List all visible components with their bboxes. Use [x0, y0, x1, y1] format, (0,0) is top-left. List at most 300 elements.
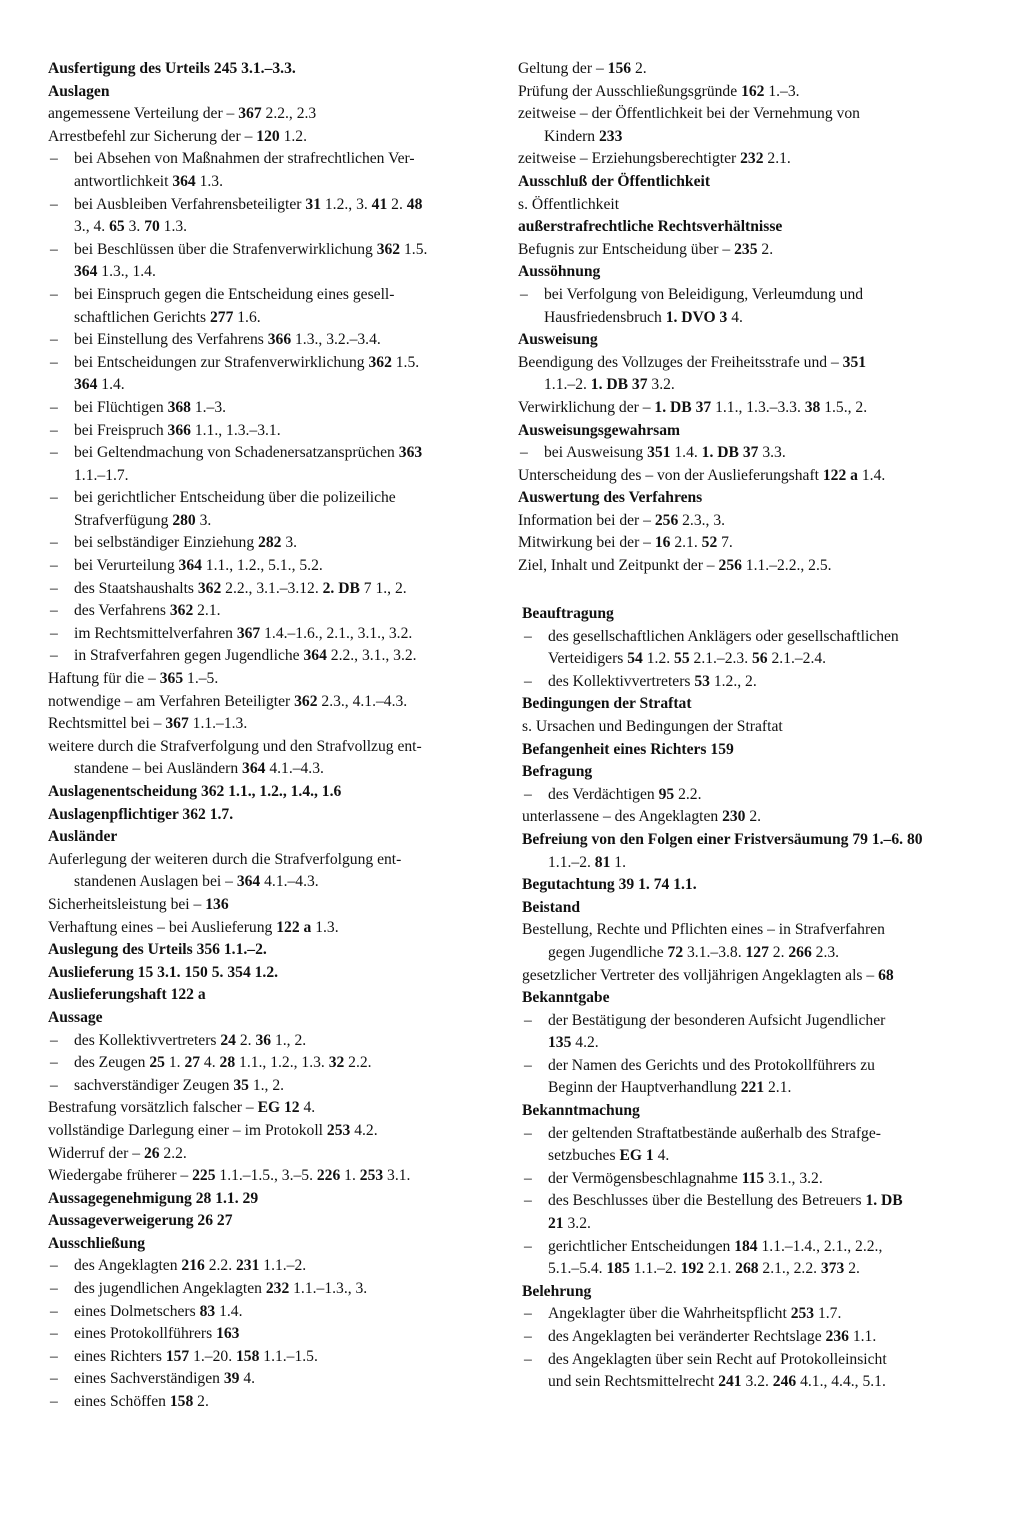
index-entry: [48, 148, 496, 171]
index-entry: [48, 216, 496, 239]
paragraph-ref: 364: [236, 873, 261, 891]
entry-text: 1.: [634, 876, 654, 894]
entry-text: 2.3., 4.1.–4.3.: [317, 692, 408, 710]
entry-text: unterlassene – des Angeklagten: [522, 808, 723, 826]
paragraph-ref: 68: [878, 966, 894, 984]
entry-text: 1.1.–2.: [259, 1257, 307, 1275]
entry-text: Ausweisung: [518, 331, 598, 349]
entry-text: Arrestbefehl zur Sicherung der –: [48, 127, 257, 145]
index-entry: [48, 623, 496, 646]
entry-text: 2.2., 2.3: [261, 105, 317, 123]
entry-text: bei Einstellung des Verfahrens: [74, 331, 268, 349]
paragraph-ref: 364: [172, 172, 196, 190]
index-entry: [48, 194, 496, 217]
entry-text: Auswertung des Verfahrens: [518, 489, 703, 507]
entry-text: des Kollektivvertreters: [548, 672, 695, 690]
paragraph-ref: 83: [199, 1302, 216, 1320]
entry-text: 2.: [768, 943, 789, 961]
paragraph-ref: 26: [143, 1144, 160, 1162]
entry-text: gegen Jugendliche: [548, 943, 668, 961]
index-heading: [48, 826, 496, 849]
index-heading: [48, 962, 496, 985]
entry-text: eines Schöffen: [74, 1393, 170, 1411]
index-entry: [48, 465, 496, 488]
entry-text: des Angeklagten bei veränderter Rechtslage: [548, 1328, 826, 1345]
entry-text: Auslagen: [48, 82, 110, 100]
index-entry: [522, 1326, 970, 1349]
entry-text: Ausweisungsgewahrsam: [518, 421, 681, 439]
entry-text: des jugendlichen Angeklagten: [74, 1280, 266, 1298]
entry-text: Rechtsmittel bei –: [48, 715, 166, 733]
entry-text: 1.1.–2.2., 2.5.: [741, 557, 832, 575]
paragraph-ref: 363: [398, 444, 423, 462]
index-entry: [518, 465, 970, 488]
paragraph-ref: 158: [235, 1347, 260, 1365]
paragraph-ref: 1. DB 37: [590, 376, 648, 394]
index-heading: [522, 897, 970, 920]
left-column: [48, 58, 496, 1414]
paragraph-ref: 256: [654, 511, 679, 529]
index-heading: [518, 420, 970, 443]
entry-text: 1.1.: [669, 876, 697, 894]
paragraph-ref: 29: [242, 1189, 259, 1207]
index-entry: [518, 352, 970, 375]
entry-text: 3.1.–3.8.: [683, 943, 746, 961]
index-entry: [48, 284, 496, 307]
paragraph-ref: 56: [752, 650, 768, 668]
index-entry: [48, 668, 496, 691]
index-entry: [522, 1349, 970, 1372]
entry-text: bei Absehen von Maßnahmen der strafrechtlichen Ver-: [74, 150, 415, 168]
entry-text: 1.1., 1.2., 1.3.: [235, 1054, 329, 1072]
entry-text: Befangenheit eines Richters 159: [522, 740, 734, 758]
index-entry: [522, 626, 970, 649]
index-entry: [522, 1213, 970, 1236]
entry-text: Auslagenpflichtiger 362: [48, 805, 206, 823]
entry-text: 1.2.: [642, 650, 675, 668]
index-heading: [522, 1281, 970, 1304]
paragraph-ref: 232: [265, 1280, 290, 1298]
paragraph-ref: 120: [256, 127, 280, 145]
paragraph-ref: 135: [548, 1034, 572, 1052]
entry-text: Strafverfügung: [74, 511, 173, 529]
index-entry: [518, 397, 970, 420]
entry-text: Auslieferungshaft 122 a: [48, 986, 206, 1004]
entry-text: Auferlegung der weiteren durch die Strafverfolgung ent-: [48, 850, 402, 868]
paragraph-ref: 364: [178, 557, 202, 575]
entry-text: 1.2., 2.: [709, 672, 757, 690]
entry-text: 3.1.–3.3.: [237, 60, 296, 77]
entry-text: bei Ausweisung: [544, 444, 648, 462]
entry-text: 2.1.: [703, 1260, 736, 1278]
entry-text: Ausfertigung des Urteils: [48, 60, 214, 77]
index-heading: [522, 739, 970, 762]
entry-text: 5.1.–5.4.: [548, 1260, 607, 1278]
entry-text: bei Flüchtigen: [74, 398, 168, 416]
entry-text: Bedingungen der Straftat: [522, 695, 692, 713]
index-entry: [48, 532, 496, 555]
entry-text: 1.3.: [311, 918, 339, 936]
entry-text: Begutachtung 39: [522, 876, 635, 894]
paragraph-ref: 156: [607, 60, 632, 77]
index-heading: [522, 761, 970, 784]
entry-text: 4.2.: [350, 1121, 378, 1139]
entry-text: 3.2.: [647, 376, 675, 394]
index-entry: [522, 1303, 970, 1326]
index-entry: [522, 716, 970, 739]
entry-text: 3.3.: [758, 444, 786, 462]
entry-text: bei Entscheidungen zur Strafenverwirklichung: [74, 353, 369, 371]
entry-text: 3.1., 3.2.: [764, 1169, 823, 1187]
entry-text: 2.: [387, 195, 407, 213]
entry-text: zeitweise – der Öffentlichkeit bei der Vernehmung von: [518, 105, 860, 123]
index-entry: [522, 965, 970, 988]
index-entry: [48, 307, 496, 330]
paragraph-ref: 225: [192, 1167, 216, 1185]
paragraph-ref: 253: [326, 1121, 351, 1139]
index-entry: [518, 442, 970, 465]
index-entry: [518, 103, 970, 126]
index-entry: [48, 578, 496, 601]
entry-text: 1.1.–2.: [544, 376, 591, 394]
index-entry: [48, 1165, 496, 1188]
entry-text: 1.1., 1.3.–3.1.: [190, 421, 281, 439]
index-entry: [522, 1032, 970, 1055]
entry-text: 2.1.: [193, 602, 221, 620]
entry-text: 2.1.: [670, 534, 702, 552]
index-heading: [48, 1188, 496, 1211]
entry-text: 3.1.: [383, 1167, 411, 1185]
entry-text: 1.1.–2.: [219, 941, 267, 959]
entry-text: 1.1.–2.: [629, 1260, 681, 1278]
index-entry: [518, 194, 970, 217]
entry-text: 1.3., 3.2.–3.4.: [291, 331, 381, 349]
entry-text: 4.1., 4.4., 5.1.: [796, 1373, 886, 1391]
entry-text: der geltenden Straftatbestände außerhalb des Strafge-: [548, 1124, 881, 1142]
index-heading: [48, 58, 496, 81]
paragraph-ref: 2. DB: [322, 579, 360, 597]
entry-text: 3., 4.: [74, 218, 110, 236]
paragraph-ref: 1. DVO 3: [665, 308, 728, 326]
paragraph-ref: 231: [235, 1257, 260, 1275]
paragraph-ref: 233: [599, 127, 623, 145]
paragraph-ref: 38: [804, 398, 821, 416]
entry-text: 1.5.: [391, 353, 420, 371]
entry-text: sachverständiger Zeugen: [74, 1076, 234, 1094]
entry-text: bei Einspruch gegen die Entscheidung eines gesell-: [74, 285, 395, 303]
index-entry: [48, 691, 496, 714]
paragraph-ref: 41: [371, 195, 388, 213]
entry-text: 4.1.–4.3.: [265, 760, 324, 778]
entry-text: Belehrung: [522, 1282, 592, 1300]
index-entry: [522, 1236, 970, 1259]
index-entry: [522, 1168, 970, 1191]
entry-text: 1.7.: [814, 1305, 842, 1323]
entry-text: 2.2.: [674, 785, 702, 803]
entry-text: Hausfriedensbruch: [544, 308, 666, 326]
index-entry: [518, 58, 970, 81]
entry-text: Bestrafung vorsätzlich falscher –: [48, 1099, 258, 1117]
paragraph-ref: 216: [181, 1257, 205, 1275]
entry-text: 2.1.: [763, 150, 791, 168]
entry-text: Verwirklichung der –: [518, 398, 655, 416]
paragraph-ref: EG 12: [257, 1099, 300, 1117]
index-entry: [518, 374, 970, 397]
index-entry: [522, 1123, 970, 1146]
paragraph-ref: 185: [606, 1260, 630, 1278]
index-entry: [48, 1346, 496, 1369]
paragraph-ref: 367: [236, 624, 261, 642]
entry-text: Sicherheitsleistung bei –: [48, 895, 206, 913]
paragraph-ref: 351: [647, 444, 671, 462]
entry-text: 1.: [340, 1167, 360, 1185]
index-entry: [522, 1371, 970, 1394]
entry-text: 2.: [235, 1031, 256, 1049]
entry-text: 1.: [164, 1054, 185, 1072]
entry-text: der Bestätigung der besonderen Aufsicht Jugendlicher: [548, 1011, 886, 1029]
paragraph-ref: 72: [667, 943, 684, 961]
entry-text: Auslagenentscheidung 362: [48, 783, 225, 800]
index-heading: [518, 216, 970, 239]
entry-text: des Zeugen: [74, 1054, 150, 1072]
index-entry: [522, 806, 970, 829]
paragraph-ref: 157: [165, 1347, 190, 1365]
entry-text: eines Dolmetschers: [74, 1302, 200, 1320]
paragraph-ref: 81: [594, 853, 611, 871]
entry-text: 3.: [281, 534, 298, 552]
entry-text: 1.4.–1.6., 2.1., 3.1., 3.2.: [260, 624, 413, 642]
entry-text: 1.7.: [205, 805, 234, 823]
paragraph-ref: 74: [653, 876, 670, 894]
index-entry: [48, 510, 496, 533]
index-entry: [518, 148, 970, 171]
paragraph-ref: 277: [209, 308, 234, 326]
entry-text: Aussageverweigerung 26 27: [48, 1212, 233, 1230]
entry-text: der Vermögensbeschlagnahme: [548, 1169, 742, 1187]
entry-text: 1.4.: [215, 1302, 243, 1320]
paragraph-ref: 365: [159, 670, 184, 688]
entry-text: 7.: [717, 534, 733, 552]
paragraph-ref: 256: [718, 557, 742, 575]
entry-text: gesetzlicher Vertreter des volljährigen Angeklagten als –: [522, 966, 879, 984]
index-entry: [48, 352, 496, 375]
index-entry: [48, 374, 496, 397]
entry-text: bei Verurteilung: [74, 557, 179, 575]
entry-text: Auslieferung 15: [48, 963, 154, 981]
index-entry: [48, 239, 496, 262]
index-entry: [48, 103, 496, 126]
paragraph-ref: 54: [627, 650, 643, 668]
paragraph-ref: 24: [220, 1031, 236, 1049]
paragraph-ref: 32: [328, 1054, 345, 1072]
index-entry: [518, 239, 970, 262]
entry-text: Ziel, Inhalt und Zeitpunkt der –: [518, 557, 719, 575]
index-entry: [48, 397, 496, 420]
index-entry: [48, 1368, 496, 1391]
entry-text: Kindern: [544, 127, 599, 145]
paragraph-ref: 266: [788, 943, 812, 961]
entry-text: 1.4.: [857, 466, 886, 484]
entry-text: eines Sachverständigen: [74, 1370, 224, 1388]
right-column-top: [518, 58, 970, 578]
index-entry: [48, 871, 496, 894]
paragraph-ref: 115: [741, 1169, 765, 1187]
entry-text: 1., 2.: [271, 1031, 307, 1049]
index-entry: [522, 671, 970, 694]
entry-text: 5.: [207, 963, 228, 981]
entry-text: Beginn der Hauptverhandlung: [548, 1079, 741, 1097]
entry-text: bei gerichtlicher Entscheidung über die polizeiliche: [74, 489, 396, 507]
entry-text: Verhaftung eines – bei Auslieferung: [48, 918, 277, 936]
entry-text: 1.1.–2.: [548, 853, 595, 871]
paragraph-ref: 364: [74, 376, 98, 394]
index-entry: [518, 81, 970, 104]
paragraph-ref: 39: [223, 1370, 240, 1388]
paragraph-ref: 52: [701, 534, 718, 552]
paragraph-ref: 362: [368, 353, 392, 371]
entry-text: 2.: [757, 240, 774, 258]
index-entry: [522, 919, 970, 942]
index-entry: [48, 1301, 496, 1324]
entry-text: Befreiung von den Folgen einer Fristversäumung 79: [522, 830, 868, 848]
paragraph-ref: 36: [255, 1031, 272, 1049]
paragraph-ref: 362: [376, 240, 401, 258]
index-heading: [48, 781, 496, 804]
entry-text: Mitwirkung bei der –: [518, 534, 655, 552]
entry-text: Information bei der –: [518, 511, 655, 529]
index-entry: [48, 600, 496, 623]
entry-text: 2.2.: [344, 1054, 372, 1072]
index-entry: [48, 1323, 496, 1346]
paragraph-ref: 373: [820, 1260, 845, 1278]
entry-text: 1.2.: [250, 963, 279, 981]
entry-text: des Staatshaushalts: [74, 579, 198, 597]
index-entry: [48, 1075, 496, 1098]
entry-text: 1.1.–1.7.: [74, 466, 129, 484]
index-entry: [522, 1055, 970, 1078]
paragraph-ref: 364: [74, 263, 98, 281]
paragraph-ref: 21: [548, 1215, 564, 1233]
entry-text: 2.: [745, 808, 762, 826]
entry-text: 3.2.: [741, 1373, 773, 1391]
entry-text: bei Geltendmachung von Schadenersatzansprüchen: [74, 444, 399, 462]
paragraph-ref: 268: [735, 1260, 759, 1278]
paragraph-ref: 122 a: [276, 918, 312, 936]
entry-text: schaftlichen Gerichts: [74, 308, 210, 326]
index-entry: [48, 1097, 496, 1120]
entry-text: bei Verfolgung von Beleidigung, Verleumdung und: [544, 285, 864, 303]
index-entry: [522, 1190, 970, 1213]
index-entry: [48, 1255, 496, 1278]
entry-text: 1.5.: [400, 240, 428, 258]
entry-text: 1.1.: [211, 1189, 243, 1207]
entry-text: s. Ursachen und Bedingungen der Straftat: [522, 717, 783, 735]
entry-text: 7 1., 2.: [359, 579, 407, 597]
index-entry: [522, 1258, 970, 1281]
entry-text: 1.5., 2.: [820, 398, 868, 416]
entry-text: Unterscheidung des – von der Auslieferungshaft: [518, 466, 823, 484]
paragraph-ref: 35: [233, 1076, 249, 1094]
entry-text: 1.–5.: [183, 670, 219, 688]
paragraph-ref: 221: [740, 1079, 765, 1097]
paragraph-ref: 53: [694, 672, 710, 690]
index-entry: [522, 1145, 970, 1168]
paragraph-ref: 362: [294, 692, 318, 710]
entry-text: im Rechtsmittelverfahren: [74, 624, 237, 642]
index-heading: [518, 171, 970, 194]
paragraph-ref: 1. DB 37: [654, 398, 712, 416]
index-entry: [518, 307, 970, 330]
paragraph-ref: 354: [227, 963, 251, 981]
index-entry: [522, 784, 970, 807]
entry-text: 4.: [299, 1099, 316, 1117]
entry-text: 2.: [631, 60, 647, 77]
paragraph-ref: 25: [149, 1054, 165, 1072]
entry-text: angemessene Verteilung der –: [48, 105, 239, 123]
paragraph-ref: EG 1: [619, 1147, 654, 1165]
index-entry: [48, 261, 496, 284]
paragraph-ref: 280: [172, 511, 196, 529]
index-entry: [48, 736, 496, 759]
entry-text: Widerruf der –: [48, 1144, 144, 1162]
entry-text: 1.2.: [279, 127, 307, 145]
index-entry: [48, 894, 496, 917]
index-entry: [48, 171, 496, 194]
paragraph-ref: 136: [205, 895, 229, 913]
entry-text: 1.6.: [233, 308, 261, 326]
index-heading: [522, 693, 970, 716]
paragraph-ref: 65: [109, 218, 125, 236]
entry-text: 2.: [844, 1260, 860, 1278]
paragraph-ref: 122 a: [822, 466, 858, 484]
entry-text: 1.1.–1.5., 3.–5.: [215, 1167, 317, 1185]
entry-text: Beauftragung: [522, 605, 614, 622]
index-entry: [48, 758, 496, 781]
index-heading: [48, 939, 496, 962]
entry-text: 1.1., 1.3.–3.3.: [711, 398, 805, 416]
entry-text: 1.2., 3.: [320, 195, 372, 213]
entry-text: 2.1., 2.2.: [758, 1260, 821, 1278]
entry-text: 2.3., 3.: [678, 511, 726, 529]
entry-text: in Strafverfahren gegen Jugendliche: [74, 647, 304, 665]
entry-text: 3.: [124, 218, 145, 236]
paragraph-ref: 367: [238, 105, 262, 123]
entry-text: des Kollektivvertreters: [74, 1031, 221, 1049]
paragraph-ref: 364: [303, 647, 327, 665]
entry-text: antwortlichkeit: [74, 172, 173, 190]
entry-text: Ausländer: [48, 828, 118, 846]
entry-text: Verteidigers: [548, 650, 628, 668]
index-entry: [522, 1077, 970, 1100]
entry-text: 1.–3.: [190, 398, 227, 416]
index-entry: [48, 849, 496, 872]
index-entry: [518, 126, 970, 149]
entry-text: vollständige Darlegung einer – im Protokoll: [48, 1121, 327, 1139]
paragraph-ref: 158: [169, 1393, 194, 1411]
paragraph-ref: 241: [718, 1373, 742, 1391]
index-heading: [522, 874, 970, 897]
paragraph-ref: 246: [772, 1373, 797, 1391]
paragraph-ref: 27: [184, 1054, 201, 1072]
entry-text: 1.1.–1.3.: [188, 715, 248, 733]
entry-text: 1.–20.: [189, 1347, 236, 1365]
entry-text: zeitweise – Erziehungsberechtigter: [518, 150, 741, 168]
entry-text: Beendigung des Vollzuges der Freiheitsstrafe und –: [518, 353, 843, 371]
entry-text: 4.2.: [571, 1034, 599, 1052]
entry-text: des Beschlusses über die Bestellung des Betreuers: [548, 1192, 866, 1210]
entry-text: 2.1.–2.4.: [767, 650, 827, 668]
paragraph-ref: 367: [165, 715, 189, 733]
